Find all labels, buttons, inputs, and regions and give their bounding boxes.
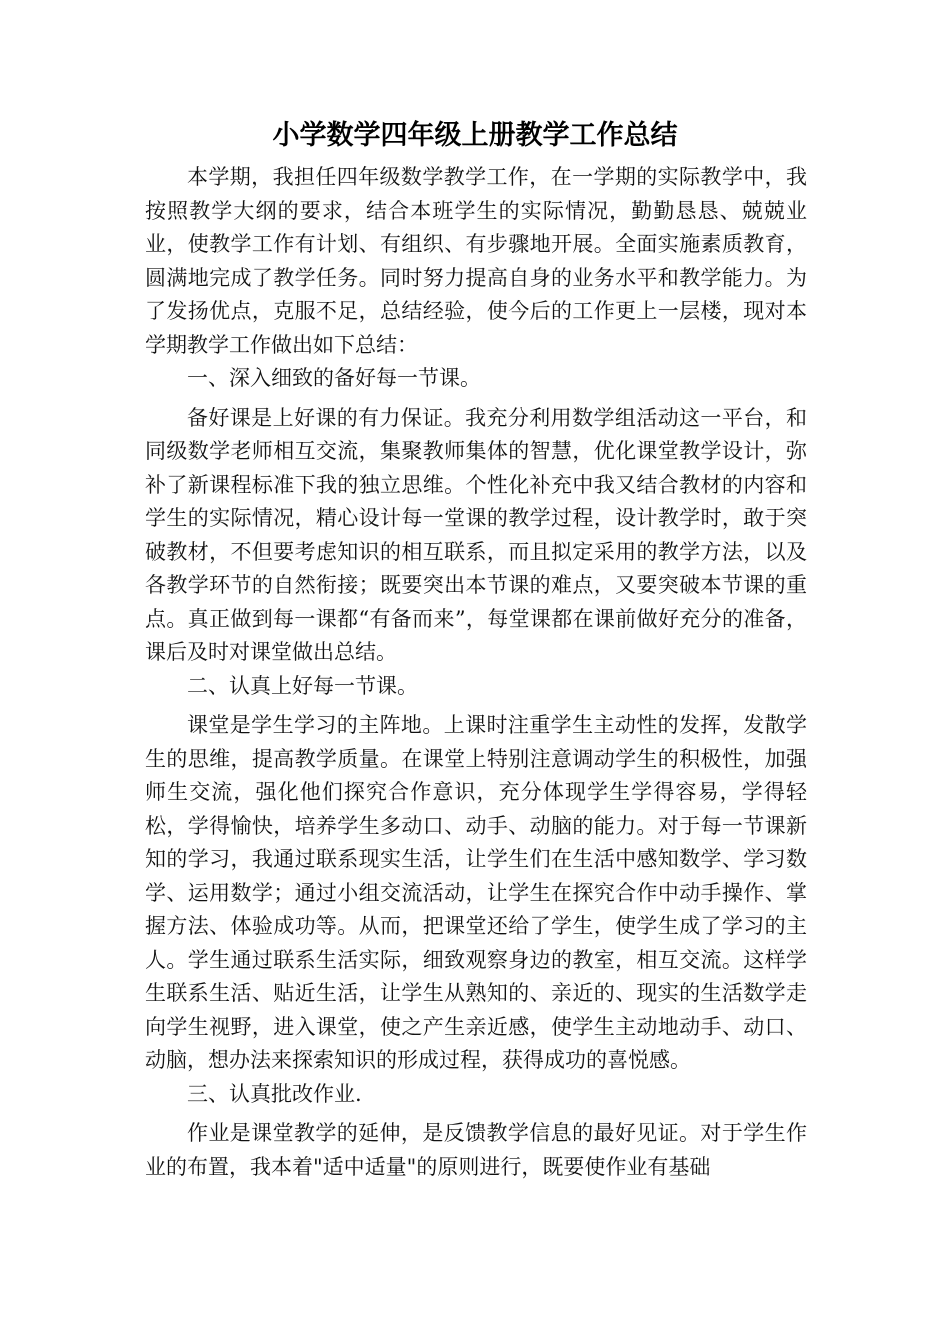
section-3-paragraph: 作业是课堂教学的延伸，是反馈教学信息的最好见证。对于学生作业的布置，我本着"适中适量"的原则进行，既要使作业有基础 — [145, 1121, 807, 1179]
intro-paragraph: 本学期，我担任四年级数学教学工作，在一学期的实际教学中，我按照教学大纲的要求，结合本班学生的实际情况，勤勤恳恳、兢兢业业，使教学工作有计划、有组织、有步骤地开展。全面实施素质教育，圆满地完成了教学任务。同时努力提高自身的业务水平和教学能力。为了发扬优点，克服不足，总结经验，使今后的工作更上一层楼，现对本学期教学工作做出如下总结： — [145, 165, 807, 357]
document-body — [145, 161, 807, 1184]
document-title: 小学数学四年级上册教学工作总结 — [272, 120, 678, 151]
section-1-paragraph: 备好课是上好课的有力保证。我充分利用数学组活动这一平台，和同级数学老师相互交流，集聚教师集体的智慧，优化课堂教学设计，弥补了新课程标准下我的独立思维。个性化补充中我又结合教材的内容和学生的实际情况，精心设计每一堂课的教学过程，设计教学时，敢于突破教材，不但要考虑知识的相互联系，而且拟定采用的教学方法，以及各教学环节的自然衔接；既要突出本节课的难点，又要突破本节课的重点。真正做到每一课都“有备而来”，每堂课都在课前做好充分的准备，课后及时对课堂做出总结。 — [145, 405, 807, 664]
section-2-paragraph: 课堂是学生学习的主阵地。上课时注重学生主动性的发挥，发散学生的思维，提高教学质量。在课堂上特别注意调动学生的积极性，加强师生交流，强化他们探究合作意识，充分体现学生学得容易，学得轻松，学得愉快，培养学生多动口、动手、动脑的能力。对于每一节课新知的学习，我通过联系现实生活，让学生们在生活中感知数学、学习数学、运用数学；通过小组交流活动，让学生在探究合作中动手操作、掌握方法、体验成功等。从而，把课堂还给了学生，使学生成了学习的主人。学生通过联系生活实际，细致观察身边的教室，相互交流。这样学生联系生活、贴近生活，让学生从熟知的、亲近的、现实的生活数学走向学生视野，进入课堂，使之产生亲近感，使学生主动地动手、动口、动脑，想办法来探索知识的形成过程，获得成功的喜悦感。 — [145, 713, 807, 1072]
section-heading-3: 三、认真批改作业. — [187, 1081, 362, 1106]
section-heading-2: 二、认真上好每一节课。 — [187, 673, 418, 698]
section-heading-1: 一、深入细致的备好每一节课。 — [187, 366, 481, 390]
